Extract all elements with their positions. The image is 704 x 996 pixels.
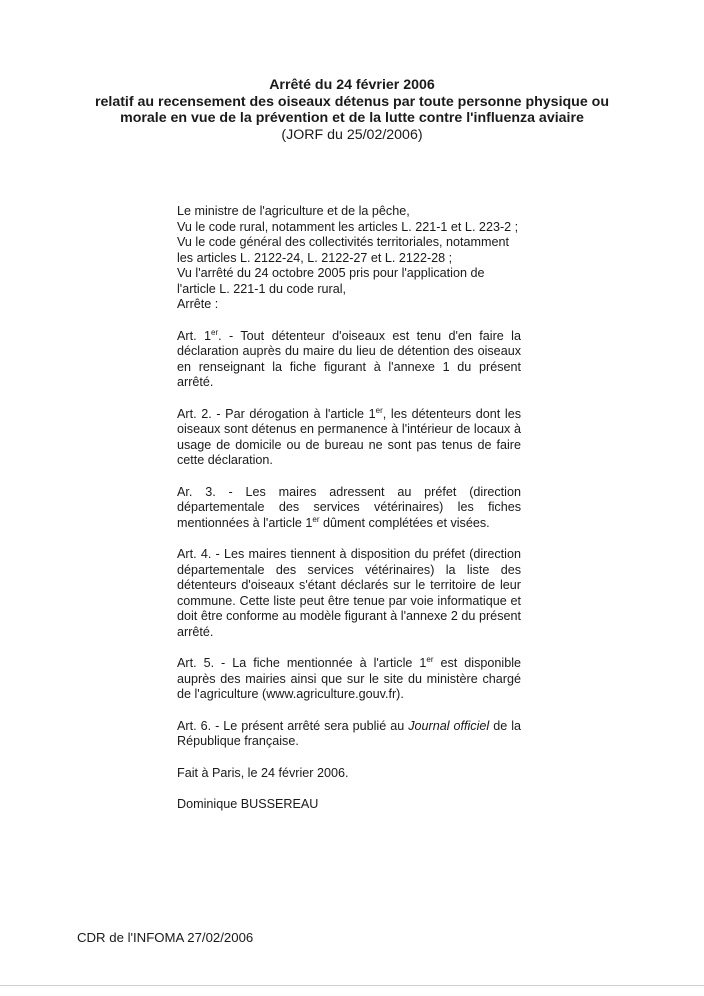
decree-subject-line-1: relatif au recensement des oiseaux détenus par toute personne physique ou <box>94 93 610 110</box>
article-2-text: , les détenteurs dont les oiseaux sont détenus en permanence à l'intérieur de locaux à usage de domicile ou de bureau ne sont pas tenus de faire cette déclaration. <box>177 406 522 467</box>
minister-line: Le ministre de l'agriculture et de la pêche, <box>177 204 410 218</box>
article-2 <box>177 407 521 469</box>
article-3-sup: er <box>312 514 320 524</box>
article-6-prefix: Art. 6. - Le présent arrêté sera publié au <box>177 718 409 733</box>
visa-arrete-2005: Vu l'arrêté du 24 octobre 2005 pris pour l'application de l'article L. 221-1 du code rural, <box>177 266 485 296</box>
arrete-line: Arrête : <box>177 297 219 311</box>
article-1-text: . - Tout détenteur d'oiseaux est tenu d'en faire la déclaration auprès du maire du lieu de détention des oiseaux en renseignant la fiche figurant à l'annexe 1 du présent arrêté. <box>177 328 521 389</box>
article-5-prefix: Art. 5. - La fiche mentionnée à l'article 1 <box>177 656 427 670</box>
decree-title: Arrêté du 24 février 2006 <box>269 77 435 93</box>
footer-source: CDR de l'INFOMA 27/02/2006 <box>77 930 254 945</box>
article-6 <box>177 719 521 750</box>
article-5 <box>177 656 521 703</box>
article-1-sup: er <box>211 327 219 337</box>
signatory-name: Dominique BUSSEREAU <box>177 797 319 811</box>
article-5-text: est disponible auprès des mairies ainsi que sur le site du ministère chargé de l'agriculture (www.agriculture.gouv.fr). <box>177 656 521 701</box>
visa-code-rural: Vu le code rural, notamment les articles L. 221-1 et L. 223-2 ; <box>177 219 519 234</box>
document-header <box>60 77 644 143</box>
journal-reference: (JORF du 25/02/2006) <box>281 126 423 143</box>
article-3-prefix: Ar. 3. - Les maires adressent au préfet (direction départementale des services vétérinaires) les fiches mentionnées à l'article 1 <box>177 484 521 530</box>
place-and-date: Fait à Paris, le 24 février 2006. <box>177 765 349 780</box>
article-2-prefix: Art. 2. - Par dérogation à l'article 1 <box>177 406 376 421</box>
article-1-prefix: Art. 1 <box>177 328 211 343</box>
article-2-sup: er <box>375 405 383 415</box>
document-body <box>177 204 521 813</box>
visa-code-collectivites: Vu le code général des collectivités territoriales, notamment les articles L. 2122-24, L. 2122-27 et L. 2122-28 ; <box>177 235 510 265</box>
article-6-text: de la République française. <box>177 718 522 748</box>
article-3 <box>177 485 521 532</box>
article-1 <box>177 329 521 391</box>
article-3-text: dûment complétées et visées. <box>319 515 490 530</box>
article-4: Art. 4. - Les maires tiennent à disposition du préfet (direction départementale des services vétérinaires) la liste des détenteurs d'oiseaux s'étant déclarés sur le territoire de leur commune. Cette liste peut être tenue par voie informatique et doit être conforme au modèle figurant à l'annexe 2 du présent arrêté. <box>177 547 521 639</box>
journal-officiel-italic: Journal officiel <box>408 718 490 733</box>
preamble <box>177 204 521 313</box>
page-edge-line <box>0 985 704 986</box>
decree-subject-line-2: morale en vue de la prévention et de la lutte contre l'influenza aviaire <box>120 110 584 127</box>
article-5-sup: er <box>426 654 434 664</box>
